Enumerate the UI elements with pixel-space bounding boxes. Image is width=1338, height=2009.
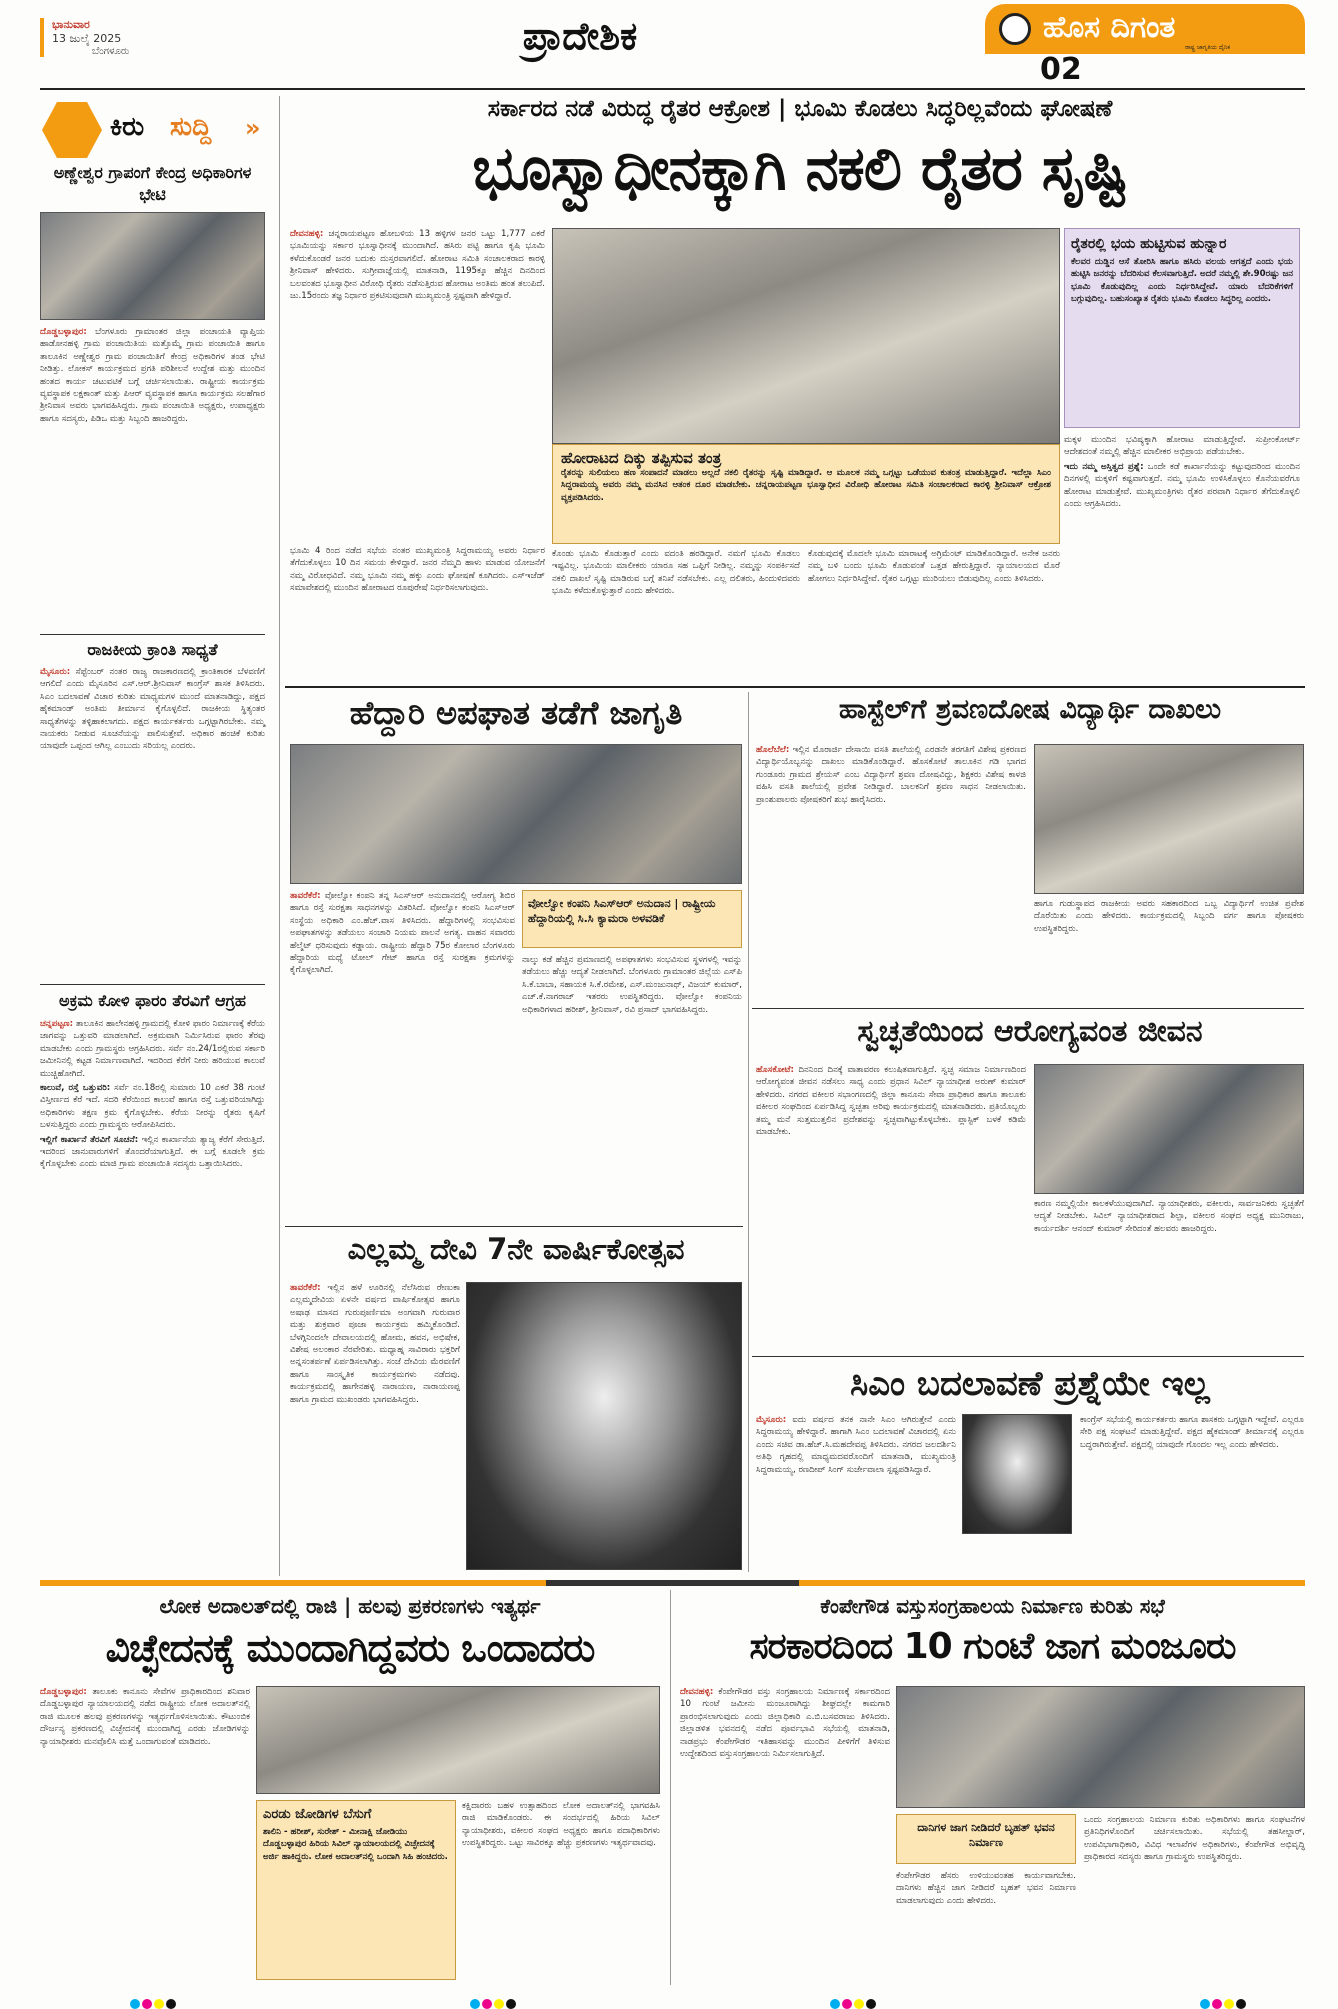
masthead — [0, 0, 1338, 98]
registration-marks — [1200, 1994, 1248, 2009]
dateline: ಮೈಸೂರು: — [40, 667, 71, 677]
column-rule — [279, 96, 280, 1576]
story-text: ವೋಲ್ವೋ ಕಂಪನಿ ತನ್ನ ಸಿಎಸ್‌ಆರ್ ಅನುದಾನದಲ್ಲಿ ಆರೋಗ್ಯ ಶಿಬಿರ ಹಾಗೂ ರಸ್ತೆ ಸುರಕ್ಷತಾ ಸಾಧನಗಳನ್ನು ವಿತರಿಸಿದೆ. ವೋಲ್ವೋ ಕಂಪನಿ ಸಿಎಸ್‌ಆರ್ ಸಂಸ್ಥೆಯ ಅಧಿಕಾರಿ ಎಂ.ಹೆಚ್.ವಾಸ ತಿಳಿಸಿದರು. ಹೆದ್ದಾರಿಗಳಲ್ಲಿ ಸಂಭವಿಸುವ ಅಪಘಾತಗಳನ್ನು ತಡೆಯಲು ಸಂಚಾರಿ ನಿಯಮ ಪಾಲನೆ ಅಗತ್ಯ. ವಾಹನ ಸವಾರರು ಹೆಲ್ಮೆಟ್ ಧರಿಸುವುದು ಕಡ್ಡಾಯ. ರಾಷ್ಟ್ರೀಯ ಹೆದ್ದಾರಿ 75ರ ಕೋಲಾರ ಬೆಂಗಳೂರು ಹೆದ್ದಾರಿಯ ಮಧ್ಯೆ ಟೋಲ್ ಗೇಟ್ ಹಾಗೂ ರಸ್ತೆ ಸುರಕ್ಷತಾ ಕ್ರಮಗಳನ್ನು ಕೈಗೊಳ್ಳಲಾಗಿದೆ. — [290, 891, 515, 976]
lokadalat-highlight-box — [256, 1800, 456, 1980]
brand-banner — [985, 4, 1305, 54]
dateline: ತಾವರೆಕೆರೆ: — [290, 891, 321, 901]
dateline: ತಾವರೆಕೆರೆ: — [290, 1283, 321, 1293]
cyan-dot — [1200, 1999, 1210, 2009]
kempegowda-highlight-box: ದಾನಿಗಳ ಜಾಗ ನೀಡಿದರೆ ಬೃಹತ್ ಭವನ ನಿರ್ಮಾಣ — [896, 1814, 1076, 1864]
yellamma-deity-photo — [466, 1282, 742, 1570]
story-text: ಕೊಂಡು ಭೂಮಿ ಕೊಡುತ್ತಾರೆ ಎಂದು ವದಂತಿ ಹರಡಿದ್ದಾರೆ. ನಮಗೆ ಭೂಮಿ ಕೊಡಲು ಇಷ್ಟವಿಲ್ಲ. ಭೂಮಿಯ ಮಾಲೀಕರು ಯಾರೂ ಸಹ ಒಪ್ಪಿಗೆ ನೀಡಿಲ್ಲ. ನಮ್ಮನ್ನು ಸಂಪರ್ಕಿಸದೆ ನಕಲಿ ದಾಖಲೆ ಸೃಷ್ಟಿ ಮಾಡಿರುವ ಬಗ್ಗೆ ತನಿಖೆ ನಡೆಸಬೇಕು. ಎಲ್ಲ ದಲಿತರು, ಹಿಂದುಳಿದವರು ಭೂಮಿ ಕಳೆದುಕೊಳ್ಳುತ್ತಾರೆ ಎಂದು ಹೇಳಿದರು. — [552, 549, 800, 597]
kempegowda-photo — [896, 1686, 1305, 1808]
registration-marks — [470, 1994, 518, 2009]
story-body — [40, 326, 265, 425]
subhead: ಇಲ್ಲಿಗೆ ಕಾರ್ಖಾನೆ ತೆರವಿಗೆ ಸೂಚನೆ: — [40, 1134, 139, 1145]
story-text: ಕೆಂಪೇಗೌಡರ ವಸ್ತು ಸಂಗ್ರಹಾಲಯ ನಿರ್ಮಾಣಕ್ಕೆ ಸರ್ಕಾರದಿಂದ 10 ಗುಂಟೆ ಜಮೀನು ಮಂಜೂರಾಗಿದ್ದು ಶೀಘ್ರದಲ್ಲೇ ಕಾಮಗಾರಿ ಪ್ರಾರಂಭಿಸಲಾಗುವುದು ಎಂದು ಜಿಲ್ಲಾಧಿಕಾರಿ ಎ.ಬಿ.ಬಸವರಾಜು ತಿಳಿಸಿದರು. ಜಿಲ್ಲಾಡಳಿತ ಭವನದಲ್ಲಿ ನಡೆದ ಪೂರ್ವಭಾವಿ ಸಭೆಯಲ್ಲಿ ಮಾತನಾಡಿ, ನಾಡಪ್ರಭು ಕೆಂಪೇಗೌಡರ ಇತಿಹಾಸವನ್ನು ಮುಂದಿನ ಪೀಳಿಗೆಗೆ ತಿಳಿಸುವ ಉದ್ದೇಶದಿಂದ ವಸ್ತುಸಂಗ್ರಹಾಲಯ ನಿರ್ಮಿಸಲಾಗುತ್ತಿದೆ. — [680, 1687, 890, 1760]
helmet-col-2 — [522, 954, 742, 1016]
lokadalat-photo — [256, 1686, 660, 1794]
cm-col-1 — [756, 1414, 956, 1476]
registration-marks — [830, 1994, 878, 2009]
yellow-dot — [1224, 1999, 1234, 2009]
caption-text: ರೈತರನ್ನು ಸುಲಿಯಲು ಹಣ ಸಂಪಾದನೆ ಮಾಡಲು ಅಲ್ಲದೆ ನಕಲಿ ರೈತರನ್ನು ಸೃಷ್ಟಿ ಮಾಡಿದ್ದಾರೆ. ಆ ಮೂಲಕ ನಮ್ಮ ಒಗ್ಗಟ್ಟು ಒಡೆಯುವ ಕುತಂತ್ರ ಮಾಡುತ್ತಿದ್ದಾರೆ. ಇದೆಲ್ಲಾ ಸಿಎಂ ಸಿದ್ದರಾಮಯ್ಯ ಅವರು ನಮ್ಮ ಮನಸಿನ ಆತಂಕ ದೂರ ಮಾಡಬೇಕು. ಚನ್ನರಾಯಪಟ್ಟಣ ಭೂಸ್ವಾಧೀನ ವಿರೋಧಿ ಹೋರಾಟ ಸಮಿತಿ ಸಂಚಾಲಕರಾದ ಕಾರಳ್ಳಿ ಶ್ರೀನಿವಾಸ್ ಆಕ್ರೋಶ ವ್ಯಕ್ತಪಡಿಸಿದರು. — [561, 468, 1051, 503]
divider — [285, 686, 1305, 688]
dateline: ದೊಡ್ಡಬಳ್ಳಾಪುರ: — [40, 327, 87, 337]
hostel-col-1 — [756, 744, 1026, 806]
dateline: ದೊಡ್ಡಬಳ್ಳಾಪುರ: — [40, 1687, 87, 1697]
section-title: ಪ್ರಾದೇಶಿಕ — [522, 14, 638, 58]
bottom-band-rule — [40, 1580, 1305, 1586]
story-text: ಸರ್ವೆ ನಂ.18ರಲ್ಲಿ ಸುಮಾರು 10 ಎಕರೆ 38 ಗುಂಟೆ ವಿಸ್ತೀರ್ಣದ ಕೆರೆ ಇದೆ. ಸದರಿ ಕೆರೆಯಿಂದ ಕಾಲುವೆ ಹಾಗೂ ರಸ್ತೆ ಒತ್ತುವರಿಯಾಗಿದ್ದು ಅಧಿಕಾರಿಗಳು ತಕ್ಷಣ ಕ್ರಮ ಕೈಗೊಳ್ಳಬೇಕು. ಕೆರೆಯ ನೀರನ್ನು ರೈತರು ಕೃಷಿಗೆ ಬಳಸುತ್ತಿದ್ದರು ಎಂದು ಗ್ರಾಮಸ್ಥರು ಆರೋಪಿಸಿದರು. — [40, 1083, 265, 1131]
black-dot — [866, 1999, 876, 2009]
lokadalat-headline: ವಿಚ್ಛೇದನಕ್ಕೆ ಮುಂದಾಗಿದ್ದವರು ಒಂದಾದರು — [105, 1626, 595, 1670]
lead-kicker: ಸರ್ಕಾರದ ನಡೆ ವಿರುದ್ಧ ರೈತರ ಆಕ್ರೋಶ | ಭೂಮಿ ಕೊಡಲು ಸಿದ್ಧರಿಲ್ಲವೆಂದು ಘೋಷಣೆ — [487, 96, 1113, 122]
helmet-col-1 — [290, 890, 515, 977]
story-text: ಕಾಂಗ್ರೆಸ್ ಸಭೆಯಲ್ಲಿ ಕಾರ್ಯಕರ್ತರು ಹಾಗೂ ಶಾಸಕರು ಒಗ್ಗಟ್ಟಾಗಿ ಇದ್ದೇವೆ. ಎಲ್ಲರೂ ಸೇರಿ ಪಕ್ಷ ಸಂಘಟನೆ ಮಾಡುತ್ತಿದ್ದೇವೆ. ಪಕ್ಷದ ಹೈಕಮಾಂಡ್ ತೀರ್ಮಾನಕ್ಕೆ ಎಲ್ಲರೂ ಬದ್ಧರಾಗಿರುತ್ತೇವೆ. ಪಕ್ಷದಲ್ಲಿ ಯಾವುದೇ ಗೊಂದಲ ಇಲ್ಲ ಎಂದು ಹೇಳಿದರು. — [1080, 1415, 1304, 1450]
brand-logo-icon — [999, 13, 1031, 45]
side-text: ಕೆಲವರ ದುಡ್ಡಿನ ಆಸೆ ತೋರಿಸಿ ಹಾಗೂ ಹಸಿರು ವಲಯ ಆಗತ್ತದೆ ಎಂದು ಭಯ ಹುಟ್ಟಿಸಿ ಜನರನ್ನು ಬೆದರಿಸುವ ಕೆಲಸವಾಗುತ್ತಿದೆ. ಅದರೆ ನಮ್ಮಲ್ಲಿ ಶೇ.90ರಷ್ಟು ಜನ ಭೂಮಿ ಕೊಡುವುದಿಲ್ಲ ಎಂದು ನಿರ್ಧರಿಸಿದ್ದೇವೆ. ಯಾರು ಬೆದರಿಕೆಗಳಿಗೆ ಬಗ್ಗುವುದಿಲ್ಲ. ಬಹುಸಂಖ್ಯಾತ ರೈತರು ಭೂಮಿ ಕೊಡಲು ಸಿದ್ಧರಿಲ್ಲ ಎಂದರು. — [1071, 257, 1293, 305]
clean-col-1 — [756, 1064, 1026, 1138]
date-label: 13 ಜುಲೈ 2025 — [52, 32, 122, 45]
kempegowda-col-3 — [1084, 1814, 1305, 1864]
divider — [752, 1356, 1304, 1357]
divider — [752, 1008, 1304, 1009]
cm-portrait-photo — [962, 1414, 1072, 1534]
lead-col-4 — [808, 548, 1060, 585]
hand-icon — [42, 102, 102, 158]
clean-photo — [1034, 1064, 1304, 1194]
story-body — [40, 1018, 265, 1171]
story-text: ಕಾರಣ ನಮ್ಮಲ್ಲಿಯೇ ಕಾಲಕಳೆಯುವುದಾಗಿದೆ. ನ್ಯಾಯಾಧೀಶರು, ವಕೀಲರು, ಸಾರ್ವಜನಿಕರು ಸ್ವಚ್ಛತೆಗೆ ಆದ್ಯತೆ ನೀಡಬೇಕು. ಸಿವಿಲ್ ನ್ಯಾಯಾಧೀಶರಾದ ಶಿಲ್ಪಾ, ವಕೀಲರ ಸಂಘದ ಅಧ್ಯಕ್ಷ ಮುನಿರಾಜು, ಕಾರ್ಯದರ್ಶಿ ಆನಂದ್ ಕುಮಾರ್ ಸೇರಿದಂತೆ ಹಲವರು ಹಾಜರಿದ್ದರು. — [1034, 1199, 1304, 1234]
story-photo — [40, 212, 265, 320]
left-col-story-1 — [40, 162, 265, 425]
story-text: ಬೆಂಗಳೂರು ಗ್ರಾಮಾಂತರ ಜಿಲ್ಲಾ ಪಂಚಾಯತಿ ವ್ಯಾಪ್ತಿಯ ಹಾಡೋನಹಳ್ಳಿ ಗ್ರಾಮ ಪಂಚಾಯಿತಿಯ ಮತ್ತೊಮ್ಮೆ ಗ್ರಾಮ ಪಂಚಾಯಿತಿ ಹಾಗೂ ತಾಲೂಕಿನ ಅಣ್ಣೇಶ್ವರ ಗ್ರಾಮ ಪಂಚಾಯಿತಿಗೆ ಕೇಂದ್ರ ಅಧಿಕಾರಿಗಳ ತಂಡ ಭೇಟಿ ನೀಡಿತ್ತು. ಲೋಕಸ್ ಕಾರ್ಯಕ್ರಮದ ಪ್ರಗತಿ ಪರಿಶೀಲನೆ ಉದ್ದೇಶ ಮತ್ತು ಮುಂದಿನ ಹಂತದ ಕಾರ್ಯ ಚಟುವಟಿಕೆ ಬಗ್ಗೆ ಚರ್ಚಿಸಲಾಯಿತು. ರಾಷ್ಟ್ರೀಯ ಕಾರ್ಯಕ್ರಮ ವ್ಯವಸ್ಥಾಪಕ ಲಕ್ಷಕಾಂತ್ ಮತ್ತು ಪಿಆರ್ ವ್ಯವಸ್ಥಾಪಕ ಹಾಗೂ ಕಾರ್ಯಕ್ರಮ ಸಲಹೆಗಾರ ಶ್ರೀನಿವಾಸ ಅವರು ಭಾಗವಹಿಸಿದ್ದರು. ಗ್ರಾಮ ಪಂಚಾಯಿತಿ ಅಧ್ಯಕ್ಷರು, ಉಪಾಧ್ಯಕ್ಷರು ಹಾಗೂ ಸದಸ್ಯರು, ಪಿಡಿಒ ಮತ್ತು ಸಿಬ್ಬಂದಿ ಹಾಜರಿದ್ದರು. — [40, 327, 265, 424]
lead-side-box — [1064, 228, 1300, 428]
story-body — [40, 666, 265, 753]
story-text: ಇಲ್ಲಿನ ಹಳೆ ಊರಿನಲ್ಲಿ ನೆಲೆಸಿರುವ ರೇಣುಕಾ ಎಲ್ಲಮ್ಮದೇವಿಯ ಏಳನೇ ವರ್ಷದ ವಾರ್ಷಿಕೋತ್ಸವ ಹಾಗೂ ಅಷಾಢ ಮಾಸದ ಗುರುಪೂರ್ಣಿಮಾ ಅಂಗವಾಗಿ ಗುರುವಾರ ಮತ್ತು ಶುಕ್ರವಾರ ಪೂಜಾ ಕಾರ್ಯಕ್ರಮ ಹಮ್ಮಿಕೊಂಡಿದೆ. ಬೆಳಗ್ಗಿನಿಂದಲೇ ದೇವಾಲಯದಲ್ಲಿ ಹೋಮ, ಹವನ, ಅಭಿಷೇಕ, ವಿಶೇಷ ಅಲಂಕಾರ ನೆರವೇರಿತು. ಮಧ್ಯಾಹ್ನ ಸಾವಿರಾರು ಭಕ್ತರಿಗೆ ಅನ್ನಸಂತರ್ಪಣೆ ಏರ್ಪಡಿಸಲಾಗಿತ್ತು. ಸಂಜೆ ದೇವಿಯ ಮೆರವಣಿಗೆ ಹಾಗೂ ಸಾಂಸ್ಕೃತಿಕ ಕಾರ್ಯಕ್ರಮಗಳು ನಡೆದವು. ಕಾರ್ಯಕ್ರಮದಲ್ಲಿ ಹಾಗೇನಹಳ್ಳಿ ನಾರಾಯಣ, ನಾರಾಯಣಪ್ಪ ಹಾಗೂ ಗ್ರಾಮದ ಮುಖಂಡರು ಭಾಗವಹಿಸಿದ್ದರು. — [290, 1283, 460, 1405]
story-text: ತಾಲೂಕು ಕಾನೂನು ಸೇವೆಗಳ ಪ್ರಾಧಿಕಾರದಿಂದ ಶನಿವಾರ ದೊಡ್ಡಬಳ್ಳಾಪುರ ನ್ಯಾಯಾಲಯದಲ್ಲಿ ನಡೆದ ರಾಷ್ಟ್ರೀಯ ಲೋಕ ಅದಾಲತ್‌ನಲ್ಲಿ ರಾಜಿ ಮೂಲಕ ಹಲವು ಪ್ರಕರಣಗಳನ್ನು ಇತ್ಯರ್ಥಗೊಳಿಸಲಾಯಿತು. ಕೌಟುಂಬಿಕ ದೌರ್ಜನ್ಯ ಪ್ರಕರಣದಲ್ಲಿ ವಿಚ್ಛೇದನಕ್ಕೆ ಮುಂದಾಗಿದ್ದ ಎರಡು ಜೋಡಿಗಳನ್ನು ನ್ಯಾಯಾಧೀಶರು ಮನವೊಲಿಸಿ ಮತ್ತೆ ಒಂದಾಗುವಂತೆ ಮಾಡಿದರು. — [40, 1687, 251, 1747]
story-title: ಅಣ್ಣೇಶ್ವರ ಗ್ರಾಪಂಗೆ ಕೇಂದ್ರ ಅಧಿಕಾರಿಗಳ ಭೇಟಿ — [53, 163, 252, 204]
kempegowda-kicker: ಕೆಂಪೇಗೌಡ ವಸ್ತುಸಂಗ್ರಹಾಲಯ ನಿರ್ಮಾಣ ಕುರಿತು ಸಭೆ — [820, 1594, 1165, 1618]
story-text: ಭೂಮಿ 4 ರಿಂದ ನಡೆದ ಸಭೆಯ ನಂತರ ಮುಖ್ಯಮಂತ್ರಿ ಸಿದ್ದರಾಮಯ್ಯ ಅವರು ನಿರ್ಧಾರ ತೆಗೆದುಕೊಳ್ಳಲು 10 ದಿನ ಸಮಯ ಕೇಳಿದ್ದಾರೆ. ಜನರ ನೆಮ್ಮದಿ ಹಾಳು ಮಾಡುವ ಯೋಜನೆಗೆ ನಮ್ಮ ವಿರೋಧವಿದೆ. ನಮ್ಮ ಭೂಮಿ ನಮ್ಮ ಹಕ್ಕು ಎಂದು ಘೋಷಣೆ ಕೂಗಿದರು. ಎಸ್‌ಇಜೆಡ್ ಸಮಾವೇಶದಲ್ಲಿ ಮುಂದಿನ ಹೋರಾಟದ ರೂಪುರೇಷೆ ನಿರ್ಧರಿಸಲಾಗುವುದು. — [290, 546, 545, 594]
kiru-label: ಕಿರು — [110, 112, 145, 142]
suddi-label: ಸುದ್ದಿ — [170, 112, 212, 142]
magenta-dot — [1212, 1999, 1222, 2009]
brand-name: ಹೊಸ ದಿಗಂತ — [1043, 10, 1176, 45]
helmet-highlight-box: ವೋಲ್ವೋ ಕಂಪನಿ ಸಿಎಸ್‌ಆರ್ ಅನುದಾನ | ರಾಷ್ಟ್ರೀಯ ಹೆದ್ದಾರಿಯಲ್ಲಿ ಸಿ.ಸಿ ಕ್ಯಾಮರಾ ಅಳವಡಿಕೆ — [522, 890, 742, 948]
caption-title: ಹೋರಾಟದ ದಿಕ್ಕು ತಪ್ಪಿಸುವ ತಂತ್ರ — [561, 449, 722, 467]
masthead-rule — [40, 88, 1305, 90]
story-text: ಮಕ್ಕಳ ಮುಂದಿನ ಭವಿಷ್ಯಕ್ಕಾಗಿ ಹೋರಾಟ ಮಾಡುತ್ತಿದ್ದೇವೆ. ಸುಪ್ರೀಂಕೋರ್ಟ್ ಆದೇಶದಂತೆ ನಮ್ಮಲ್ಲಿ ಹೆಚ್ಚಿನ ಮಾಲೀಕರ ಅಭಿಪ್ರಾಯ ಪಡೆಯಬೇಕು. — [1064, 435, 1300, 458]
subhead: ಕಾಲುವೆ, ರಸ್ತೆ ಒತ್ತುವರಿ: — [40, 1083, 111, 1094]
story-text: ಹಾಗೂ ಗುಡುಸ್ಥಾಪದ ರಾಜಕೀಯ ಅವರು ಸಹಕಾರದಿಂದ ಒಬ್ಬ ವಿದ್ಯಾರ್ಥಿಗೆ ಉಚಿತ ಪ್ರವೇಶ ದೊರೆಯಿತು ಎಂದು ಹೇಳಿದರು. ಕಾರ್ಯಕ್ರಮದಲ್ಲಿ ಸಿಬ್ಬಂದಿ ವರ್ಗ ಹಾಗೂ ಪೋಷಕರು ಉಪಸ್ಥಿತರಿದ್ದರು. — [1034, 899, 1304, 934]
story-text: ಒಂದು ಸಂಗ್ರಹಾಲಯ ನಿರ್ಮಾಣ ಕುರಿತು ಅಧಿಕಾರಿಗಳು ಹಾಗೂ ಸಂಘಟನೆಗಳ ಪ್ರತಿನಿಧಿಗಳೊಂದಿಗೆ ಚರ್ಚಿಸಲಾಯಿತು. ಸಭೆಯಲ್ಲಿ ತಹಸೀಲ್ದಾರ್, ಉಪವಿಭಾಗಾಧಿಕಾರಿ, ವಿವಿಧ ಇಲಾಖೆಗಳ ಅಧಿಕಾರಿಗಳು, ಕೆಂಪೇಗೌಡ ಅಭಿವೃದ್ಧಿ ಪ್ರಾಧಿಕಾರದ ಸದಸ್ಯರು ಹಾಗೂ ಗ್ರಾಮಸ್ಥರು ಉಪಸ್ಥಿತರಿದ್ದರು. — [1084, 1815, 1305, 1863]
kempegowda-col-1 — [680, 1686, 890, 1760]
hostel-headline: ಹಾಸ್ಟೆಲ್‌ಗೆ ಶ್ರವಣದೋಷ ವಿದ್ಯಾರ್ಥಿ ದಾಖಲು — [838, 694, 1222, 725]
column-rule — [748, 692, 749, 1572]
page-number: 02 — [1040, 52, 1082, 87]
lead-col-3 — [552, 548, 800, 598]
clean-headline: ಸ್ವಚ್ಛತೆಯಿಂದ ಆರೋಗ್ಯವಂತ ಜೀವನ — [857, 1014, 1203, 1049]
cm-headline: ಸಿಎಂ ಬದಲಾವಣೆ ಪ್ರಶ್ನೆಯೇ ಇಲ್ಲ — [850, 1364, 1210, 1404]
subhead: ಇದು ನಮ್ಮ ಅಸ್ತಿತ್ವದ ಪ್ರಶ್ನೆ: — [1064, 461, 1144, 472]
magenta-dot — [482, 1999, 492, 2009]
lokadalat-col-1 — [40, 1686, 250, 1748]
story-text: ದಿನನಿಂದ ದಿನಕ್ಕೆ ವಾತಾವರಣ ಕಲುಷಿತವಾಗುತ್ತಿದೆ. ಸ್ವಚ್ಛ ಸಮಾಜ ನಿರ್ಮಾಣದಿಂದ ಆರೋಗ್ಯವಂತ ಜೀವನ ನಡೆಸಲು ಸಾಧ್ಯ ಎಂದು ಪ್ರಧಾನ ಸಿವಿಲ್ ನ್ಯಾಯಾಧೀಶ ಅರುಣ್ ಕುಮಾರ್ ಹೇಳಿದರು. ನಗರದ ವಕೀಲರ ಸಭಾಂಗಣದಲ್ಲಿ ಜಿಲ್ಲಾ ಕಾನೂನು ಸೇವಾ ಪ್ರಾಧಿಕಾರ ಹಾಗೂ ತಾಲೂಕು ವಕೀಲರ ಸಂಘದಿಂದ ಏರ್ಪಡಿಸಿದ್ದ ಸ್ವಚ್ಛತಾ ಅರಿವು ಕಾರ್ಯಕ್ರಮದಲ್ಲಿ ಮಾತನಾಡಿದರು. ಪ್ರತಿಯೊಬ್ಬರು ತಮ್ಮ ಮನೆ ಸುತ್ತಮುತ್ತಲಿನ ಪ್ರದೇಶವನ್ನು ಸ್ವಚ್ಛವಾಗಿಟ್ಟುಕೊಳ್ಳಬೇಕು. ಪ್ಲಾಸ್ಟಿಕ್ ಬಳಕೆ ಕಡಿಮೆ ಮಾಡಬೇಕು. — [756, 1065, 1026, 1138]
date-block — [40, 18, 190, 57]
helmet-headline: ಹೆದ್ದಾರಿ ಅಪಘಾತ ತಡೆಗೆ ಜಾಗೃತಿ — [349, 694, 683, 732]
side-title: ರೈತರಲ್ಲಿ ಭಯ ಹುಟ್ಟಿಸುವ ಹುನ್ನಾರ — [1071, 236, 1227, 252]
magenta-dot — [142, 1999, 152, 2009]
helmet-photo — [290, 744, 742, 884]
story-text: ಐದು ವರ್ಷದ ತನಕ ನಾನೇ ಸಿಎಂ ಆಗಿರುತ್ತೇನೆ ಎಂದು ಸಿದ್ದರಾಮಯ್ಯ ಹೇಳಿದ್ದಾರೆ. ಹಾಗಾಗಿ ಸಿಎಂ ಬದಲಾವಣೆ ವಿಚಾರದಲ್ಲಿ ಏನು ಎಂದು ಸಚಿವ ಡಾ.ಹೆಚ್.ಸಿ.ಮಹದೇವಪ್ಪ ತಿಳಿಸಿದರು. ನಗರದ ಜಲದರ್ಶಿನಿ ಅತಿಥಿ ಗೃಹದಲ್ಲಿ ಮಾಧ್ಯಮದವರೊಂದಿಗೆ ಮಾತನಾಡಿ, ಮುಖ್ಯಮಂತ್ರಿ ಸಿದ್ದರಾಮಯ್ಯ, ರಣದೀಪ್ ಸಿಂಗ್ ಸುರ್ಜೇವಾಲಾ ಸ್ಪಷ್ಟಪಡಿಸಿದ್ದಾರೆ. — [756, 1415, 956, 1475]
dateline: ಚನ್ನಪಟ್ಟಣ: — [40, 1019, 74, 1029]
story-text: ಚನ್ನರಾಯಪಟ್ಟಣ ಹೋಬಳಿಯ 13 ಹಳ್ಳಿಗಳ ಜನರ ಒಟ್ಟು 1,777 ಎಕರೆ ಭೂಮಿಯನ್ನು ಸರ್ಕಾರ ಭೂಸ್ವಾಧೀನಕ್ಕೆ ಮುಂದಾಗಿದೆ. ಹಸಿರು ಪಟ್ಟಿ ಹಾಗೂ ಕೃಷಿ ಭೂಮಿ ಕಳೆದುಕೊಂಡರೆ ಜನರ ಬದುಕು ದುಸ್ತರವಾಗಲಿದೆ. ಹೋರಾಟ ಸಮಿತಿ ಸಂಚಾಲಕರಾದ ಕಾರಳ್ಳಿ ಶ್ರೀನಿವಾಸ್ ಹೇಳಿದರು. ಸುಗ್ರೀವಾಜ್ಞೆಯಲ್ಲಿ ಮಾತನಾಡಿ, 1195ಕ್ಕೂ ಹೆಚ್ಚಿನ ದಿನದಿಂದ ಬಲವಂತದ ಭೂಸ್ವಾಧೀನ ವಿರೋಧಿ ರೈತರು ನಡೆಸುತ್ತಿರುವ ಹೋರಾಟ ಅಂತಿಮ ಹಂತ ತಲುಪಿದೆ. ಜು.15ರಂದು ತಜ್ಞ ನಿರ್ಧಾರ ಪ್ರಕಟಿಸುವುದಾಗಿ ಮುಖ್ಯಮಂತ್ರಿ ಸ್ಪಷ್ಟವಾಗಿ ಹೇಳಿದ್ದಾರೆ. — [290, 229, 546, 302]
dateline: ದೇವನಹಳ್ಳಿ: — [680, 1687, 714, 1697]
dateline: ಮೈಸೂರು: — [756, 1415, 787, 1425]
lead-col-5 — [1064, 434, 1300, 512]
story-text: ಇಲ್ಲಿನ ಮೊರಾರ್ಜಿ ದೇಸಾಯಿ ವಸತಿ ಶಾಲೆಯಲ್ಲಿ ಎರಡನೇ ತರಗತಿಗೆ ವಿಶೇಷ ಪ್ರಕರಣದ ವಿದ್ಯಾರ್ಥಿಯೊಬ್ಬನನ್ನು ದಾಖಲು ಮಾಡಿಕೊಂಡಿದ್ದಾರೆ. ಹೊಸಕೋಟೆ ತಾಲೂಕಿನ ಗಡಿ ಭಾಗದ ಗುಂಡೂರು ಗ್ರಾಮದ ಶ್ರೇಯಸ್ ಎಂಬ ವಿದ್ಯಾರ್ಥಿಗೆ ಶ್ರವಣ ದೋಷವಿದ್ದು, ಶಿಕ್ಷಕರು ವಿಶೇಷ ಕಾಳಜಿ ವಹಿಸಿ ವಸತಿ ಶಾಲೆಯಲ್ಲಿ ಪ್ರವೇಶ ನೀಡಿದ್ದಾರೆ. ಬಾಲಕನಿಗೆ ಶ್ರವಣ ಸಾಧನ ನೀಡಲಾಯಿತು. ಪ್ರಾಂಶುಪಾಲರು ಪೋಷಕರಿಗೆ ಶುಭ ಹಾರೈಸಿದರು. — [756, 745, 1026, 805]
lead-caption-box — [552, 444, 1060, 544]
cyan-dot — [130, 1999, 140, 2009]
black-dot — [506, 1999, 516, 2009]
story-text: ಒಂದೇ ಕಡೆ ಕಾರ್ಖಾನೆಯನ್ನು ಕಟ್ಟುವುದರಿಂದ ಮುಂದಿನ ದಿನಗಳಲ್ಲಿ ಮಕ್ಕಳಿಗೆ ಕಷ್ಟವಾಗುತ್ತದೆ. ನಮ್ಮ ಭೂಮಿ ಉಳಿಸಿಕೊಳ್ಳಲು ಕೊನೆಯವರೆಗೂ ಹೋರಾಟ ಮಾಡುತ್ತೇವೆ. ಮುಖ್ಯಮಂತ್ರಿಗಳು ರೈತರ ಪರವಾಗಿ ನಿರ್ಧಾರ ತೆಗೆದುಕೊಳ್ಳಲಿ ಎಂದು ಆಗ್ರಹಿಸಿದರು. — [1064, 461, 1300, 510]
story-title: ರಾಜಕೀಯ ಕ್ರಾಂತಿ ಸಾಧ್ಯತೆ — [87, 640, 218, 659]
magenta-dot — [842, 1999, 852, 2009]
divider — [40, 984, 265, 985]
lead-col-2 — [290, 545, 545, 595]
dateline: ಹೊಲೆಬೆಲೆ: — [756, 745, 790, 755]
left-col-story-3 — [40, 990, 265, 1173]
yellamma-headline: ಎಲ್ಲಮ್ಮ ದೇವಿ 7ನೇ ವಾರ್ಷಿಕೋತ್ಸವ — [347, 1232, 685, 1266]
cyan-dot — [470, 1999, 480, 2009]
cm-col-2 — [1080, 1414, 1304, 1451]
box-text: ಶಾಲಿನಿ - ಹರೀಶ್, ಸುರೇಶ್ - ಮೀನಾಕ್ಷಿ ಜೋಡಿಯು ದೊಡ್ಡಬಳ್ಳಾಪುರ ಹಿರಿಯ ಸಿವಿಲ್ ನ್ಯಾಯಾಲಯದಲ್ಲಿ ವಿಚ್ಛೇದನಕ್ಕೆ ಅರ್ಜಿ ಹಾಕಿದ್ದರು. ಲೋಕ ಅದಾಲತ್‌ನಲ್ಲಿ ಒಂದಾಗಿ ಸಿಹಿ ಹಂಚಿದರು. — [263, 1827, 448, 1862]
hostel-col-2 — [1034, 898, 1304, 935]
story-text: ನಾಲ್ಕು ಕಡೆ ಹೆಚ್ಚಿನ ಪ್ರಮಾಣದಲ್ಲಿ ಅಪಘಾತಗಳು ಸಂಭವಿಸುವ ಸ್ಥಳಗಳಲ್ಲಿ ಇವನ್ನು ತಡೆಯಲು ಹೆಚ್ಚು ಆದ್ಯತೆ ನೀಡಲಾಗಿದೆ. ಬೆಂಗಳೂರು ಗ್ರಾಮಾಂತರ ಜಿಲ್ಲೆಯ ಎಸ್‌ಪಿ ಸಿ.ಕೆ.ಬಾಬಾ, ಸಹಾಯಕ ಸಿ.ಕೆ.ರಮೇಶ, ಎಸ್.ಮಂಜುನಾಥ್, ವಿಜಯ್ ಕುಮಾರ್, ಎಚ್.ಕೆ.ನಾಗರಾಜ್ ಇತರರು ಉಪಸ್ಥಿತರಿದ್ದರು. ವೋಲ್ವೋ ಕಂಪನಿಯ ಅಧಿಕಾರಿಗಳಾದ ಹರೀಶ್, ಶ್ರೀನಿವಾಸ್, ರವಿ ಪ್ರಸಾದ್ ಭಾಗವಹಿಸಿದ್ದರು. — [522, 955, 742, 1015]
chevrons-icon: » — [245, 114, 261, 142]
kempegowda-col-2 — [896, 1870, 1076, 1907]
story-text: ಕಕ್ಷಿದಾರರು ಬಹಳ ಉತ್ಸಾಹದಿಂದ ಲೋಕ ಅದಾಲತ್‌ನಲ್ಲಿ ಭಾಗವಹಿಸಿ ರಾಜಿ ಮಾಡಿಕೊಂಡರು. ಈ ಸಂದರ್ಭದಲ್ಲಿ ಹಿರಿಯ ಸಿವಿಲ್ ನ್ಯಾಯಾಧೀಶರು, ವಕೀಲರ ಸಂಘದ ಅಧ್ಯಕ್ಷರು ಹಾಗೂ ಪದಾಧಿಕಾರಿಗಳು ಉಪಸ್ಥಿತರಿದ್ದರು. ಒಟ್ಟು ಸಾವಿರಕ್ಕೂ ಹೆಚ್ಚು ಪ್ರಕರಣಗಳು ಇತ್ಯರ್ಥವಾದವು. — [462, 1801, 660, 1849]
dateline: ದೇವನಹಳ್ಳಿ: — [290, 229, 324, 239]
lead-col-1 — [290, 228, 545, 302]
brand-tagline: ರಾಷ್ಟ್ರ ಜಾಗೃತಿಯ ದೈನಿಕ — [1185, 44, 1231, 51]
story-text: ತಾಲೂಕಿನ ಹಾಲೇನಹಳ್ಳಿ ಗ್ರಾಮದಲ್ಲಿ ಕೋಳಿ ಫಾರಂ ನಿರ್ಮಾಣಕ್ಕೆ ಕೆರೆಯ ಜಾಗವನ್ನು ಒತ್ತುವರಿ ಮಾಡಲಾಗಿದೆ. ಅಕ್ರಮವಾಗಿ ನಿರ್ಮಿಸಿರುವ ಫಾರಂ ತೆರವು ಮಾಡಬೇಕು ಎಂದು ಗ್ರಾಮಸ್ಥರು ಆಗ್ರಹಿಸಿದರು. ಸರ್ವೆ ನಂ.24/1ರಲ್ಲಿರುವ ಸರ್ಕಾರಿ ಜಮೀನಿನಲ್ಲಿ ಕಟ್ಟಡ ನಿರ್ಮಾಣವಾಗಿದೆ. ಇದರಿಂದ ಕೆರೆಗೆ ನೀರು ಹರಿಯುವ ಕಾಲುವೆ ಮುಚ್ಚಿಹೋಗಿದೆ. — [40, 1019, 265, 1079]
registration-marks — [130, 1994, 178, 2009]
lead-photo — [552, 228, 1060, 444]
divider — [285, 1226, 743, 1227]
yellow-dot — [854, 1999, 864, 2009]
cyan-dot — [830, 1999, 840, 2009]
yellamma-col — [290, 1282, 460, 1406]
story-text: ಸೆಪ್ಟೆಂಬರ್ ನಂತರ ರಾಜ್ಯ ರಾಜಕಾರಣದಲ್ಲಿ ಕ್ರಾಂತಿಕಾರಕ ಬೆಳವಣಿಗೆ ಆಗಲಿದೆ ಎಂದು ಮೈಸೂರಿನ ಎಸ್.ಆರ್.ಶ್ರೀನಿವಾಸ್ ಕಾಂಗ್ರೆಸ್ ಶಾಸಕ ತಿಳಿಸಿದರು. ಸಿಎಂ ಬದಲಾವಣೆ ವಿಚಾರ ಕುರಿತು ಮಾಧ್ಯಮಗಳ ಮುಂದೆ ಮಾತನಾಡಿದ್ದು, ಪಕ್ಷದ ಹೈಕಮಾಂಡ್ ಅಂತಿಮ ತೀರ್ಮಾನ ಕೈಗೊಳ್ಳಲಿದೆ. ರಾಜಕೀಯ ಸ್ಥಿತ್ಯಂತರ ಸಾಧ್ಯತೆಗಳನ್ನು ತಳ್ಳಿಹಾಕಲಾಗದು. ಪಕ್ಷದ ಕಾರ್ಯಕರ್ತರು ಒಗ್ಗಟ್ಟಾಗಿರಬೇಕು. ನಮ್ಮ ನಾಯಕರು ನೀಡುವ ಸೂಚನೆಯನ್ನು ಪಾಲಿಸುತ್ತೇವೆ. ಅಧಿಕಾರ ಹಂಚಿಕೆ ಕುರಿತು ಯಾವುದೇ ಒಪ್ಪಂದ ಆಗಿಲ್ಲ ಎಂಬುದು ಸರಿಯಲ್ಲ ಎಂದರು. — [40, 667, 265, 752]
story-text: ಕೊಡುವುದಕ್ಕೆ ಮೊದಲೇ ಭೂಮಿ ಮಾರಾಟಕ್ಕೆ ಅಗ್ರಿಮೆಂಟ್ ಮಾಡಿಕೊಂಡಿದ್ದಾರೆ. ಅನೇಕ ಜನರು ನಮ್ಮ ಬಳಿ ಬಂದು ಭೂಮಿ ಕೊಡುವಂತೆ ಒತ್ತಡ ಹೇರುತ್ತಿದ್ದಾರೆ. ನ್ಯಾಯಾಲಯದ ಮೊರೆ ಹೋಗಲು ನಿರ್ಧರಿಸಿದ್ದೇವೆ. ರೈತರ ಒಗ್ಗಟ್ಟು ಮುರಿಯಲು ಬಿಡುವುದಿಲ್ಲ ಎಂದು ತಿಳಿಸಿದರು. — [808, 549, 1060, 584]
dateline: ಹೊಸಕೋಟೆ: — [756, 1065, 794, 1075]
column-rule — [670, 1590, 671, 1985]
hostel-photo — [1034, 744, 1304, 894]
box-title: ಎರಡು ಜೋಡಿಗಳ ಬೆಸುಗೆ — [263, 1807, 372, 1822]
lokadalat-kicker: ಲೋಕ ಅದಾಲತ್‌ದಲ್ಲಿ ರಾಜಿ | ಹಲವು ಪ್ರಕರಣಗಳು ಇತ್ಯರ್ಥ — [159, 1594, 541, 1618]
day-label: ಭಾನುವಾರ — [52, 18, 90, 31]
kiru-suddi-badge — [40, 100, 270, 160]
lead-headline: ಭೂಸ್ವಾಧೀನಕ್ಕಾಗಿ ನಕಲಿ ರೈತರ ಸೃಷ್ಟಿ — [472, 134, 1128, 204]
city-label: ಬೆಂಗಳೂರು — [92, 46, 130, 57]
story-title: ಅಕ್ರಮ ಕೋಳಿ ಫಾರಂ ತೆರವಿಗೆ ಆಗ್ರಹ — [59, 991, 246, 1010]
story-text: ಕೆಂಪೇಗೌಡರ ಹೆಸರು ಉಳಿಯುವಂತಹ ಕಾರ್ಯವಾಗಬೇಕು. ದಾನಿಗಳು ಹೆಚ್ಚಿನ ಜಾಗ ನೀಡಿದರೆ ಬೃಹತ್ ಭವನ ನಿರ್ಮಾಣ ಮಾಡಲಾಗುವುದು ಎಂದು ಹೇಳಿದರು. — [896, 1871, 1076, 1906]
black-dot — [166, 1999, 176, 2009]
lokadalat-col-2 — [462, 1800, 660, 1850]
black-dot — [1236, 1999, 1246, 2009]
yellow-dot — [154, 1999, 164, 2009]
kempegowda-headline: ಸರಕಾರದಿಂದ 10 ಗುಂಟೆ ಜಾಗ ಮಂಜೂರು — [749, 1626, 1236, 1667]
story-text: ಇಲ್ಲಿನ ಕಾರ್ಖಾನೆಯ ತ್ಯಾಜ್ಯ ಕೆರೆಗೆ ಸೇರುತ್ತಿದೆ. ಇದರಿಂದ ಜಾನುವಾರುಗಳಿಗೆ ತೊಂದರೆಯಾಗುತ್ತಿದೆ. ಈ ಬಗ್ಗೆ ಕೂಡಲೇ ಕ್ರಮ ಕೈಗೊಳ್ಳಬೇಕು ಎಂದು ಮಾಜಿ ಗ್ರಾಮ ಪಂಚಾಯಿತಿ ಸದಸ್ಯರು ಒತ್ತಾಯಿಸಿದರು. — [40, 1134, 265, 1170]
clean-col-2 — [1034, 1198, 1304, 1235]
left-col-story-2 — [40, 640, 265, 753]
divider — [40, 634, 265, 635]
yellow-dot — [494, 1999, 504, 2009]
